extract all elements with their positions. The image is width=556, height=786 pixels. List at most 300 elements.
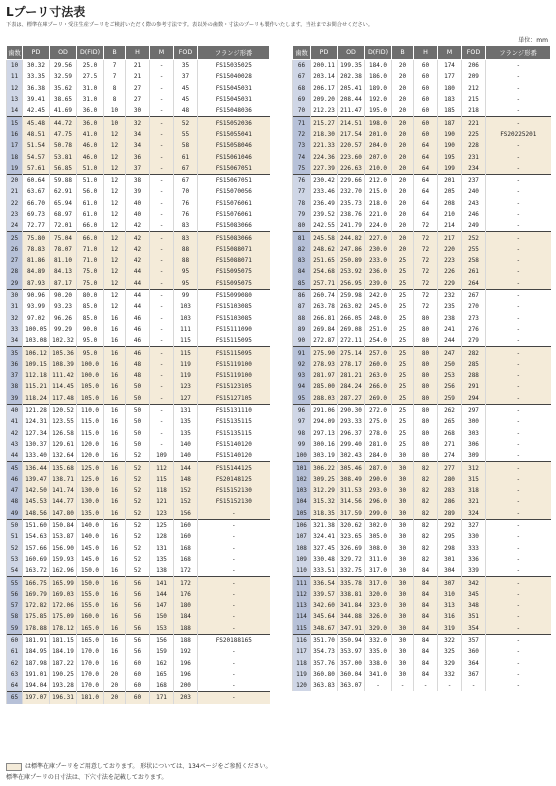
table-cell: 276 bbox=[462, 324, 486, 335]
table-cell: 47.75 bbox=[50, 129, 77, 140]
table-cell: 172 bbox=[174, 577, 198, 589]
table-cell: 263.78 bbox=[311, 301, 338, 312]
table-cell: 52 bbox=[126, 508, 150, 520]
table-cell: 41 bbox=[7, 416, 23, 427]
table-cell: - bbox=[198, 508, 270, 520]
table-cell: 155.0 bbox=[77, 600, 104, 611]
table-cell: 16 bbox=[104, 474, 126, 485]
table-cell: 232.70 bbox=[338, 186, 365, 197]
table-row bbox=[293, 496, 551, 507]
table-cell: 123 bbox=[174, 381, 198, 392]
table-cell: 52 bbox=[126, 485, 150, 496]
table-row bbox=[293, 301, 551, 312]
table-cell: 135 bbox=[150, 554, 174, 565]
table-cell: 30.32 bbox=[23, 60, 50, 72]
table-cell: 30 bbox=[392, 508, 414, 520]
table-cell: - bbox=[486, 220, 551, 232]
table-cell: 52 bbox=[126, 542, 150, 553]
table-cell: 52 bbox=[126, 496, 150, 507]
table-row bbox=[7, 600, 270, 611]
table-cell: 115 bbox=[174, 347, 198, 359]
table-cell: - bbox=[486, 60, 551, 72]
table-cell: FS15045031 bbox=[198, 94, 270, 105]
header-row bbox=[7, 46, 270, 60]
table-row bbox=[7, 577, 270, 589]
table-cell: 135.0 bbox=[77, 508, 104, 520]
table-cell: 301 bbox=[438, 554, 462, 565]
table-row bbox=[7, 71, 270, 82]
table-cell: 116 bbox=[293, 634, 311, 646]
table-cell: 52 bbox=[7, 542, 23, 553]
table-row bbox=[7, 370, 270, 381]
table-cell: - bbox=[150, 129, 174, 140]
table-cell: 344.88 bbox=[338, 611, 365, 622]
table-cell: 90.96 bbox=[23, 289, 50, 301]
table-cell: 147.80 bbox=[50, 508, 77, 520]
table-cell: FS15083066 bbox=[198, 232, 270, 244]
table-cell: 245.58 bbox=[311, 232, 338, 244]
table-cell: - bbox=[198, 611, 270, 622]
table-cell: 75.0 bbox=[77, 278, 104, 290]
table-cell: 88 bbox=[174, 255, 198, 266]
table-cell: 259.98 bbox=[338, 289, 365, 301]
column-header: H bbox=[126, 46, 150, 60]
table-cell: 20 bbox=[392, 83, 414, 94]
table-cell: 160 bbox=[174, 531, 198, 542]
table-cell: 254.0 bbox=[365, 335, 392, 347]
table-cell: 81 bbox=[293, 232, 311, 244]
table-cell: 360 bbox=[462, 646, 486, 657]
table-body-left bbox=[7, 60, 270, 704]
table-row bbox=[293, 589, 551, 600]
table-cell: 187 bbox=[438, 117, 462, 129]
table-row bbox=[7, 450, 270, 462]
table-row bbox=[293, 428, 551, 439]
table-cell: 82 bbox=[293, 244, 311, 255]
table-cell: 60 bbox=[414, 129, 438, 140]
table-cell: 56 bbox=[126, 600, 150, 611]
table-cell: 175.85 bbox=[23, 611, 50, 622]
table-cell: 102.32 bbox=[50, 335, 77, 347]
table-cell: 80 bbox=[414, 428, 438, 439]
table-cell: 129.61 bbox=[50, 439, 77, 450]
table-cell: - bbox=[486, 174, 551, 186]
table-cell: 12 bbox=[104, 140, 126, 151]
table-cell: 64 bbox=[414, 174, 438, 186]
table-cell: 48 bbox=[7, 496, 23, 507]
table-cell: 27 bbox=[7, 255, 23, 266]
table-cell: - bbox=[198, 577, 270, 589]
table-cell: 209.20 bbox=[311, 94, 338, 105]
table-row bbox=[7, 129, 270, 140]
table-cell: 14 bbox=[7, 105, 23, 117]
table-cell: 84 bbox=[414, 634, 438, 646]
table-cell: 199 bbox=[438, 163, 462, 175]
table-row bbox=[7, 508, 270, 520]
table-cell: 30 bbox=[392, 623, 414, 635]
table-cell: 115 bbox=[293, 623, 311, 635]
table-cell: FS15070056 bbox=[198, 186, 270, 197]
table-cell: 127 bbox=[174, 393, 198, 405]
table-cell: 305.46 bbox=[338, 462, 365, 474]
table-cell: 95 bbox=[174, 278, 198, 290]
table-cell: 51.0 bbox=[77, 163, 104, 175]
table-cell: 120.0 bbox=[77, 439, 104, 450]
table-cell: 75.04 bbox=[50, 232, 77, 244]
table-cell: 16 bbox=[104, 589, 126, 600]
table-cell: 251.65 bbox=[311, 255, 338, 266]
table-row bbox=[293, 174, 551, 186]
table-cell: 284.24 bbox=[338, 381, 365, 392]
table-cell: 94 bbox=[293, 381, 311, 392]
table-cell: 201 bbox=[438, 174, 462, 186]
table-cell: 111.42 bbox=[50, 370, 77, 381]
table-cell: 16 bbox=[104, 577, 126, 589]
table-row bbox=[7, 611, 270, 622]
table-row bbox=[7, 589, 270, 600]
table-cell: 221.0 bbox=[365, 209, 392, 220]
table-cell: 241.79 bbox=[338, 220, 365, 232]
table-cell: 232 bbox=[438, 289, 462, 301]
pulley-table-right bbox=[292, 45, 551, 691]
table-cell: 314.56 bbox=[338, 496, 365, 507]
table-cell: 151.60 bbox=[23, 519, 50, 531]
table-cell: 253 bbox=[438, 370, 462, 381]
table-cell: 244.82 bbox=[338, 232, 365, 244]
legend-text: は標準在庫プーリをご用意しております。 形状については、134ページをご参照ください。 bbox=[25, 763, 272, 770]
table-cell: 166.75 bbox=[23, 577, 50, 589]
table-cell: 36.0 bbox=[77, 117, 104, 129]
table-cell: 60 bbox=[414, 105, 438, 117]
table-cell: 316 bbox=[438, 611, 462, 622]
table-cell: 58 bbox=[174, 140, 198, 151]
table-cell: 302.0 bbox=[365, 519, 392, 531]
table-cell: 285 bbox=[462, 359, 486, 370]
column-header: H bbox=[414, 46, 438, 60]
table-row bbox=[293, 657, 551, 668]
table-cell: 178.12 bbox=[50, 623, 77, 635]
table-cell: FS15095075 bbox=[198, 278, 270, 290]
table-cell: FS15115095 bbox=[198, 347, 270, 359]
table-cell: 101 bbox=[293, 462, 311, 474]
table-cell: 19 bbox=[7, 163, 23, 175]
table-cell: 168 bbox=[150, 680, 174, 692]
table-cell: 16 bbox=[104, 428, 126, 439]
table-cell: 278.17 bbox=[338, 359, 365, 370]
table-cell: 10 bbox=[7, 60, 23, 72]
table-cell: 263.0 bbox=[365, 370, 392, 381]
table-cell: 71.0 bbox=[77, 244, 104, 255]
table-cell: FS15099080 bbox=[198, 289, 270, 301]
table-cell: 80 bbox=[414, 335, 438, 347]
table-cell: 82 bbox=[414, 508, 438, 520]
table-cell: 25 bbox=[392, 347, 414, 359]
table-cell: 60 bbox=[414, 60, 438, 72]
table-cell: 80 bbox=[414, 439, 438, 450]
table-cell: FS15152130 bbox=[198, 485, 270, 496]
table-cell: 307 bbox=[438, 577, 462, 589]
table-cell: 115 bbox=[150, 474, 174, 485]
table-cell: - bbox=[150, 163, 174, 175]
table-cell: 284.0 bbox=[365, 450, 392, 462]
table-cell: 278.0 bbox=[365, 428, 392, 439]
table-cell: 250.89 bbox=[338, 255, 365, 266]
table-cell: 290.30 bbox=[338, 404, 365, 416]
table-cell: - bbox=[486, 313, 551, 324]
table-cell: 72.77 bbox=[23, 220, 50, 232]
table-cell: 156 bbox=[150, 634, 174, 646]
table-cell: 333 bbox=[462, 542, 486, 553]
table-cell: 247.86 bbox=[338, 244, 365, 255]
table-cell: 131 bbox=[150, 542, 174, 553]
table-row bbox=[293, 542, 551, 553]
table-row bbox=[7, 255, 270, 266]
table-cell: 175.09 bbox=[50, 611, 77, 622]
table-cell: 16 bbox=[104, 485, 126, 496]
table-cell: - bbox=[150, 347, 174, 359]
table-cell: 100.0 bbox=[77, 359, 104, 370]
table-cell: 111 bbox=[174, 324, 198, 335]
table-cell: 17 bbox=[7, 140, 23, 151]
table-cell: 60 bbox=[126, 680, 150, 692]
table-cell: 84 bbox=[414, 577, 438, 589]
table-cell: - bbox=[198, 519, 270, 531]
table-cell: - bbox=[486, 542, 551, 553]
table-cell: 281.21 bbox=[338, 370, 365, 381]
table-cell: 207.0 bbox=[365, 151, 392, 162]
table-cell: 354.73 bbox=[311, 646, 338, 657]
table-cell: 103 bbox=[174, 301, 198, 312]
table-cell: - bbox=[486, 324, 551, 335]
table-cell: 33 bbox=[7, 324, 23, 335]
table-cell: 35 bbox=[174, 60, 198, 72]
table-cell: 197.07 bbox=[23, 692, 50, 704]
table-cell: - bbox=[486, 565, 551, 577]
table-cell: 91 bbox=[293, 347, 311, 359]
table-cell: 123 bbox=[150, 508, 174, 520]
table-cell: 16 bbox=[104, 519, 126, 531]
table-cell: 103.08 bbox=[23, 335, 50, 347]
table-cell: FS15103085 bbox=[198, 301, 270, 312]
table-cell: 31 bbox=[7, 301, 23, 312]
table-cell: 67 bbox=[174, 174, 198, 186]
table-cell: - bbox=[486, 450, 551, 462]
table-cell: 211.47 bbox=[338, 105, 365, 117]
table-cell: 63 bbox=[7, 669, 23, 680]
table-cell: 130.0 bbox=[77, 485, 104, 496]
table-row bbox=[7, 381, 270, 392]
table-cell: 75 bbox=[293, 163, 311, 175]
table-cell: 56.0 bbox=[77, 186, 104, 197]
table-cell: 48.51 bbox=[23, 129, 50, 140]
table-cell: 39 bbox=[7, 393, 23, 405]
table-cell: 106 bbox=[293, 519, 311, 531]
table-cell: 257.71 bbox=[311, 278, 338, 290]
table-row bbox=[7, 313, 270, 324]
table-cell: - bbox=[150, 266, 174, 277]
table-cell: 115 bbox=[174, 335, 198, 347]
table-cell: FS15076061 bbox=[198, 209, 270, 220]
table-cell: 317.0 bbox=[365, 577, 392, 589]
table-row bbox=[7, 266, 270, 277]
table-cell: 248.62 bbox=[311, 244, 338, 255]
table-cell: - bbox=[150, 117, 174, 129]
table-cell: 16 bbox=[104, 600, 126, 611]
table-cell: 118.24 bbox=[23, 393, 50, 405]
table-cell: 214.51 bbox=[338, 117, 365, 129]
table-cell: 30 bbox=[392, 589, 414, 600]
table-cell: 360.80 bbox=[311, 669, 338, 680]
table-cell: - bbox=[150, 335, 174, 347]
table-cell: - bbox=[365, 680, 392, 691]
table-cell: 136.44 bbox=[23, 462, 50, 474]
table-cell: 50 bbox=[126, 381, 150, 392]
table-cell: 95 bbox=[174, 266, 198, 277]
table-cell: 97.02 bbox=[23, 313, 50, 324]
table-cell: 237 bbox=[462, 174, 486, 186]
table-cell: 108 bbox=[293, 542, 311, 553]
table-row bbox=[7, 428, 270, 439]
table-cell: 269.0 bbox=[365, 393, 392, 405]
table-cell: 309.25 bbox=[311, 474, 338, 485]
table-cell: 25 bbox=[392, 289, 414, 301]
table-cell: - bbox=[486, 519, 551, 531]
table-cell: 311.0 bbox=[365, 554, 392, 565]
table-cell: 82 bbox=[414, 531, 438, 542]
table-cell: 336.54 bbox=[311, 577, 338, 589]
table-cell: 46.0 bbox=[77, 151, 104, 162]
table-cell: 202.38 bbox=[338, 71, 365, 82]
table-cell: 354 bbox=[462, 623, 486, 635]
legend bbox=[6, 761, 271, 771]
table-cell: 98 bbox=[293, 428, 311, 439]
table-row bbox=[293, 140, 551, 151]
table-cell: - bbox=[486, 105, 551, 117]
table-cell: 66.0 bbox=[77, 220, 104, 232]
table-cell: 93.23 bbox=[50, 301, 77, 312]
table-cell: 332.0 bbox=[365, 634, 392, 646]
table-cell: - bbox=[486, 508, 551, 520]
table-row bbox=[293, 209, 551, 220]
table-row bbox=[7, 393, 270, 405]
table-row bbox=[293, 381, 551, 392]
table-cell: 20 bbox=[104, 669, 126, 680]
table-cell: 288.03 bbox=[311, 393, 338, 405]
table-cell: - bbox=[486, 657, 551, 668]
table-cell: 59 bbox=[7, 623, 23, 635]
table-body-right bbox=[293, 60, 551, 692]
table-cell: - bbox=[486, 439, 551, 450]
table-cell: 201.0 bbox=[365, 129, 392, 140]
table-cell: 212.23 bbox=[311, 105, 338, 117]
table-cell: 37 bbox=[126, 163, 150, 175]
table-cell: 32 bbox=[7, 313, 23, 324]
table-cell: - bbox=[486, 634, 551, 646]
table-cell: 185 bbox=[438, 105, 462, 117]
table-cell: 278.93 bbox=[311, 359, 338, 370]
table-cell: 56 bbox=[7, 589, 23, 600]
table-row bbox=[293, 565, 551, 577]
table-cell: 20 bbox=[392, 186, 414, 197]
table-cell: 115.0 bbox=[77, 416, 104, 427]
table-cell: 180 bbox=[438, 83, 462, 94]
table-cell: 141 bbox=[150, 577, 174, 589]
table-cell: 325 bbox=[438, 646, 462, 657]
table-cell: 367 bbox=[462, 669, 486, 680]
table-cell: 62 bbox=[7, 657, 23, 668]
table-cell: 244 bbox=[438, 335, 462, 347]
table-cell: 37 bbox=[7, 370, 23, 381]
table-cell: 297.13 bbox=[311, 428, 338, 439]
table-cell: 72 bbox=[414, 255, 438, 266]
table-cell: 335.78 bbox=[338, 577, 365, 589]
table-cell: 16 bbox=[104, 335, 126, 347]
table-cell: 16 bbox=[104, 313, 126, 324]
table-cell: 82 bbox=[414, 519, 438, 531]
table-cell: 105 bbox=[293, 508, 311, 520]
table-cell: 160 bbox=[174, 519, 198, 531]
table-cell: - bbox=[486, 416, 551, 427]
table-cell: 230.0 bbox=[365, 244, 392, 255]
table-cell: FS15088071 bbox=[198, 244, 270, 255]
table-cell: - bbox=[392, 680, 414, 691]
table-cell: 221.33 bbox=[311, 140, 338, 151]
table-cell: 96 bbox=[293, 404, 311, 416]
table-cell: 240 bbox=[462, 186, 486, 197]
table-cell: 218 bbox=[462, 105, 486, 117]
table-row bbox=[7, 140, 270, 151]
table-cell: 76 bbox=[293, 174, 311, 186]
table-cell: 72 bbox=[293, 129, 311, 140]
table-cell: 82 bbox=[414, 485, 438, 496]
table-cell: 54 bbox=[7, 565, 23, 577]
table-cell: 144 bbox=[174, 462, 198, 474]
table-cell: 279 bbox=[462, 335, 486, 347]
table-cell: 106.12 bbox=[23, 347, 50, 359]
column-header: フランジ形番 bbox=[486, 46, 551, 60]
table-cell: 93 bbox=[293, 370, 311, 381]
column-header: D(FID) bbox=[77, 46, 104, 60]
table-cell: 80 bbox=[414, 381, 438, 392]
table-cell: 103 bbox=[174, 313, 198, 324]
table-cell: - bbox=[150, 370, 174, 381]
table-cell: 313 bbox=[438, 600, 462, 611]
table-cell: 34 bbox=[126, 140, 150, 151]
table-row bbox=[293, 634, 551, 646]
table-cell: 60 bbox=[7, 634, 23, 646]
table-cell: 16 bbox=[104, 370, 126, 381]
table-cell: 308.0 bbox=[365, 542, 392, 553]
table-cell: 125 bbox=[150, 519, 174, 531]
table-cell: 217 bbox=[438, 232, 462, 244]
table-cell: 26 bbox=[7, 244, 23, 255]
table-cell: 296.0 bbox=[365, 496, 392, 507]
table-cell: 21 bbox=[126, 71, 150, 82]
table-cell: 215 bbox=[462, 94, 486, 105]
table-row bbox=[7, 680, 270, 692]
table-cell: FS15111090 bbox=[198, 324, 270, 335]
table-cell: 234 bbox=[462, 163, 486, 175]
table-cell: 319 bbox=[438, 623, 462, 635]
table-cell: 30 bbox=[392, 657, 414, 668]
table-cell: 85.0 bbox=[77, 301, 104, 312]
table-cell: 53.81 bbox=[50, 151, 77, 162]
table-cell: 105.36 bbox=[50, 347, 77, 359]
column-header: D(FID) bbox=[365, 46, 392, 60]
table-cell: 16 bbox=[104, 634, 126, 646]
table-cell: 73 bbox=[293, 140, 311, 151]
table-cell: 177 bbox=[438, 71, 462, 82]
